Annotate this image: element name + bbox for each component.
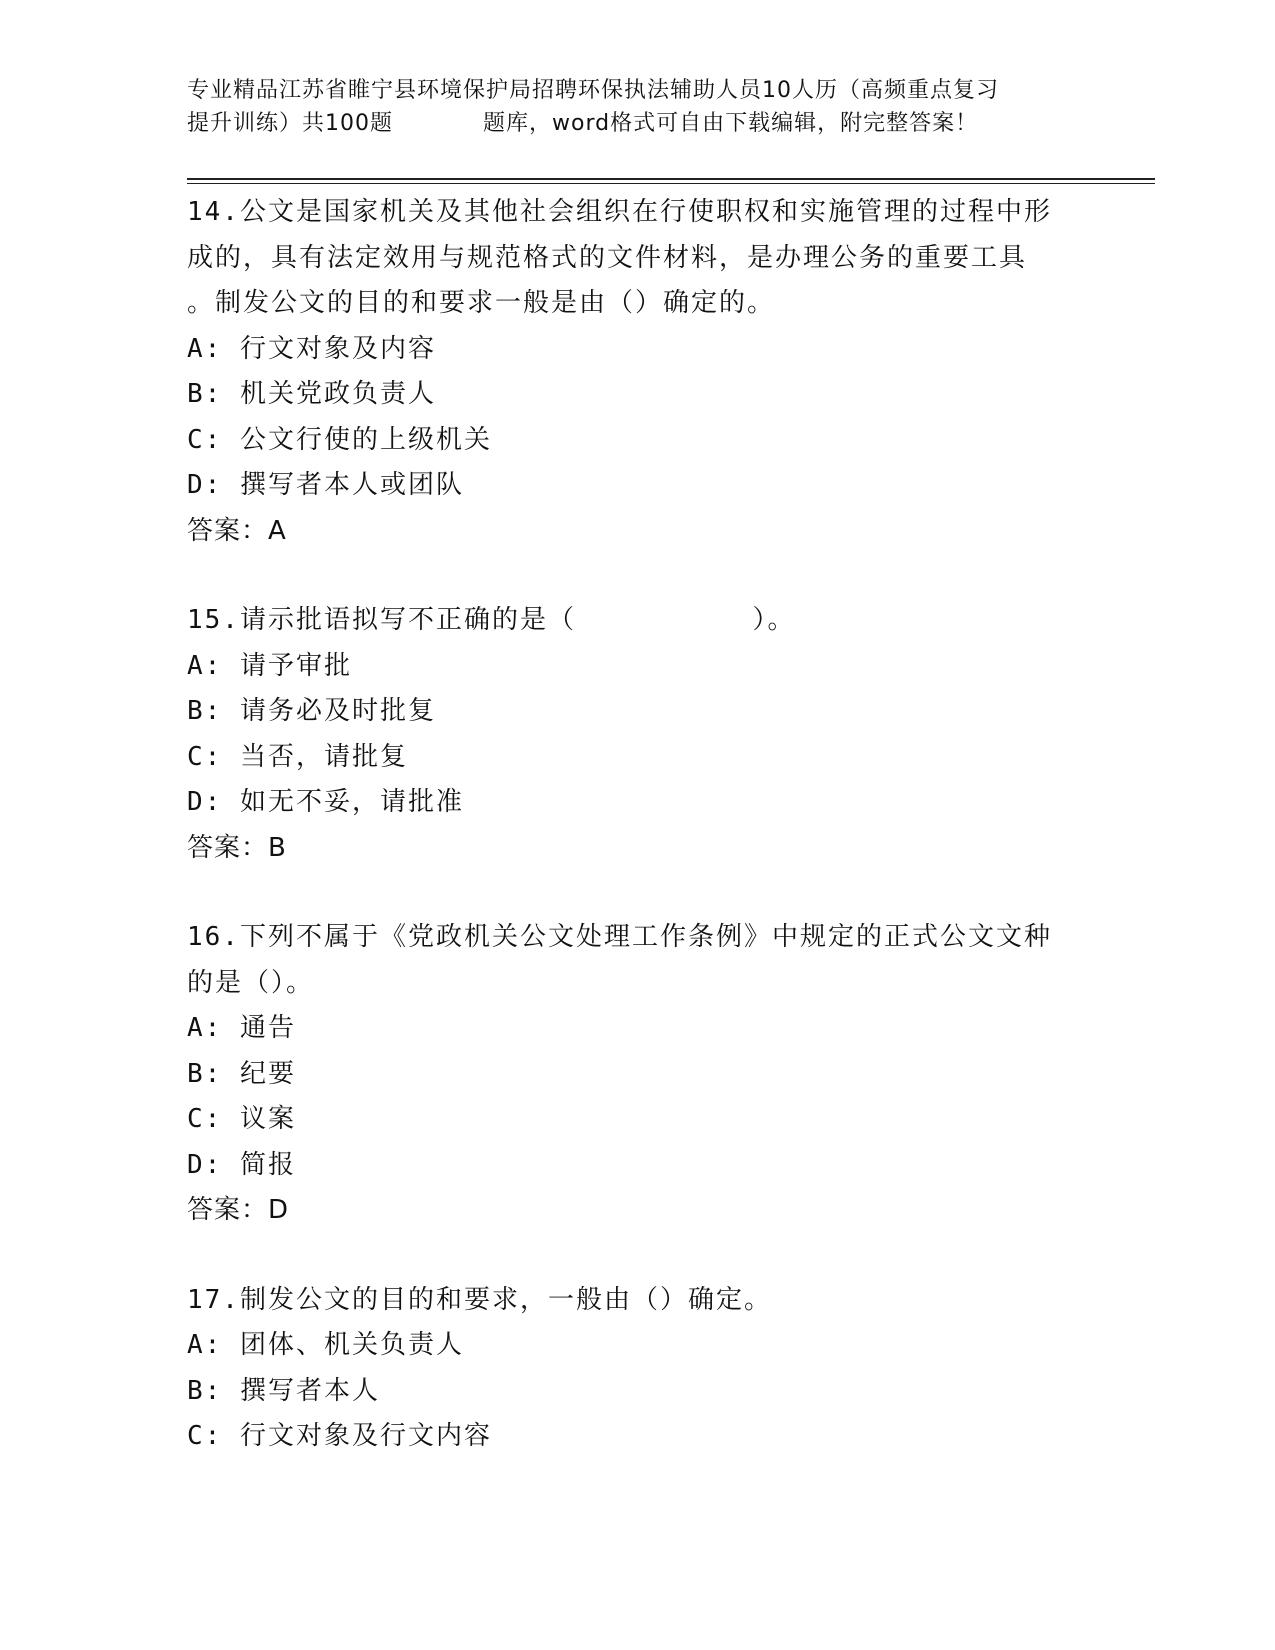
answer-label: 答案：D xyxy=(187,1195,290,1225)
option-d: D: 撰写者本人或团队 xyxy=(187,470,464,500)
option-c: C: 行文对象及行文内容 xyxy=(187,1421,492,1451)
option-b: B: 撰写者本人 xyxy=(187,1375,380,1406)
question-15 xyxy=(187,598,1087,871)
answer-label: 答案：B xyxy=(187,832,287,863)
question-stem-line: 15.请示批语拟写不正确的是（ ）。 xyxy=(187,605,796,635)
option-d: D: 简报 xyxy=(187,1149,296,1180)
question-stem-line: 16.下列不属于《党政机关公文处理工作条例》中规定的正式公文文种 xyxy=(187,922,1052,952)
question-stem-line: 14.公文是国家机关及其他社会组织在行使职权和实施管理的过程中形 xyxy=(187,197,1052,227)
option-a: A: 行文对象及内容 xyxy=(187,333,436,364)
option-d: D: 如无不妥，请批准 xyxy=(187,787,464,817)
question-stem-line: 的是（）。 xyxy=(187,967,315,998)
option-c: C: 当否，请批复 xyxy=(187,741,408,772)
question-stem-line: 17.制发公文的目的和要求，一般由（）确定。 xyxy=(187,1284,772,1315)
header-divider-thin xyxy=(187,183,1155,184)
header-line-2-part-2: 题库，word格式可自由下载编辑，附完整答案！ xyxy=(483,111,979,136)
answer-label: 答案：A xyxy=(187,515,287,546)
option-a: A: 团体、机关负责人 xyxy=(187,1330,464,1360)
option-b: B: 机关党政负责人 xyxy=(187,379,436,409)
header-line-1: 专业精品江苏省睢宁县环境保护局招聘环保执法辅助人员10人历（高频重点复习 xyxy=(187,78,999,103)
question-14 xyxy=(187,190,1087,554)
question-list xyxy=(187,190,1087,1504)
question-17 xyxy=(187,1278,1087,1460)
question-16 xyxy=(187,915,1087,1234)
option-c: C: 议案 xyxy=(187,1104,296,1134)
option-b: B: 纪要 xyxy=(187,1058,296,1089)
option-c: C: 公文行使的上级机关 xyxy=(187,424,492,455)
question-stem-line: 成的，具有法定效用与规范格式的文件材料，是办理公务的重要工具 xyxy=(187,242,1028,273)
header-line-2-part-1: 提升训练）共100题 xyxy=(187,111,393,136)
document-header xyxy=(187,74,1087,140)
question-stem-line: 。制发公文的目的和要求一般是由（）确定的。 xyxy=(187,288,776,318)
option-a: A: 请予审批 xyxy=(187,650,352,681)
option-b: B: 请务必及时批复 xyxy=(187,696,436,726)
header-line-2 xyxy=(187,107,1087,140)
header-divider-thick xyxy=(187,178,1155,180)
option-a: A: 通告 xyxy=(187,1013,296,1043)
